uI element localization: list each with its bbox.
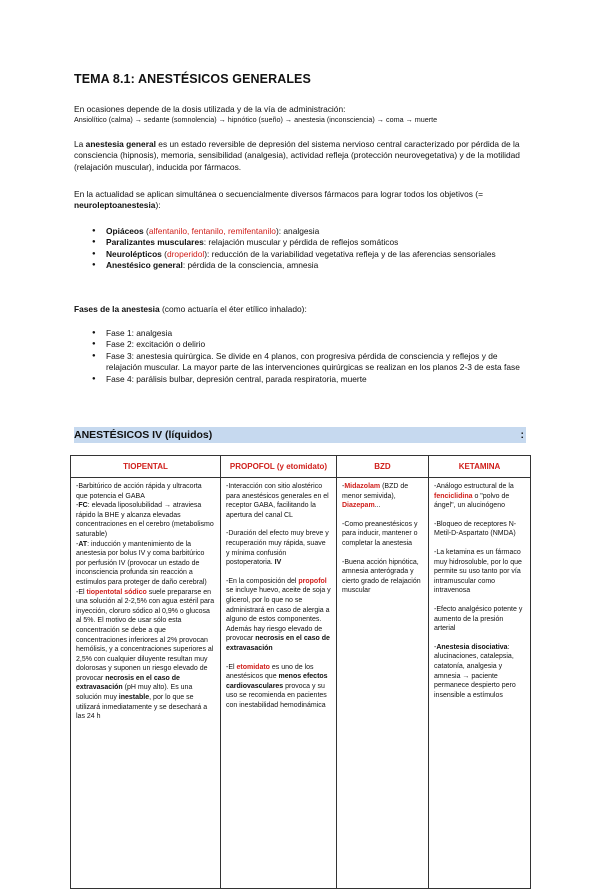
bold-text: inestable: [118, 694, 150, 702]
definition-paragraph: [74, 139, 534, 173]
section-title: ANESTÉSICOS IV (líquidos): [74, 429, 213, 441]
cell-paragraph: [226, 529, 331, 567]
cell-paragraph: -Efecto analgésico potente y aumento de la presión arterial: [434, 605, 523, 633]
text: -: [434, 643, 437, 651]
text: (BZD de menor semivida),: [342, 483, 409, 500]
text: : inducción y mantenimiento de la anestesia por bolus IV y coma barbitúrico por perfusión IV (provocar un estado de inconsciencia profunda sin reacción a estímulos para proteger de daño cerebral): [76, 540, 207, 586]
text: provoca y su uso se recomienda en pacientes con inestabilidad hemodinámica: [226, 682, 327, 709]
phase-list: [92, 328, 532, 385]
cell-paragraph: -La ketamina es un fármaco muy hidrosoluble, por lo que permite su uso tanto por vía intramuscular como intravenosa: [434, 548, 522, 595]
phases-title-suffix: (como actuaría el éter etílico inhalado):: [159, 304, 307, 314]
drug-name: propofol: [298, 577, 327, 585]
text: -: [76, 540, 79, 548]
cell-paragraph: -Bloqueo de receptores N-Metil-D-Aspartato (NMDA): [434, 520, 517, 538]
item-text: ): analgesia: [275, 226, 320, 236]
text: -: [76, 502, 79, 510]
bzd-cell: [337, 478, 429, 889]
cell-paragraph: [434, 482, 525, 511]
list-item: ● Fase 4: parálisis bulbar, depresión central, parada respiratoria, muerte: [92, 374, 532, 385]
list-item: [92, 260, 532, 271]
bold-text: IV: [274, 559, 282, 567]
text: -: [342, 483, 345, 490]
cell-paragraph: [76, 540, 215, 588]
cell-paragraph: -Interacción con sitio alostérico para anestésicos generales en el receptor GABA, facilitando la apertura del canal CL: [226, 483, 329, 519]
drug-name: etomidato: [236, 663, 270, 671]
list-item: [92, 249, 532, 260]
list-item: ● Fase 2: excitación o delirio: [92, 339, 532, 350]
intro-paragraph: [74, 104, 534, 125]
bold-text: necrosis en el caso de extravasación: [226, 635, 330, 652]
column-header: KETAMINA: [429, 456, 531, 478]
cell-paragraph: -Barbitúrico de acción rápida y ultracorta que potencia el GABA: [76, 483, 202, 500]
drug-name: fenciclidina: [434, 492, 473, 500]
bold-text: Anestesia disociativa: [436, 643, 508, 651]
table-header-row: [71, 456, 531, 478]
neuroleptoanesthesia-paragraph: [74, 189, 534, 212]
text: -En la composición del: [226, 577, 299, 585]
text: -El: [226, 663, 237, 671]
list-item: [92, 237, 532, 248]
drug-name: tiopentotal sódico: [86, 588, 147, 596]
drug-names: alfentanilo, fentanilo, remifentanilo: [148, 226, 276, 236]
phases-title: Fases de la anestesia: [74, 304, 160, 314]
item-label: Anestésico general: [106, 260, 183, 271]
combo-text: En la actualidad se aplican simultánea o secuencialmente diversos fármacos para lograr todos los objetivos (=: [74, 189, 483, 199]
sedation-scale-line: Ansiolítico (calma) → sedante (somnolencia) → hipnótico (sueño) → anestesia (inconsciencia) → coma → muerte: [74, 115, 438, 125]
item-text: (: [161, 248, 167, 259]
bold-text: FC: [78, 502, 88, 510]
list-item: ● Fase 3: anestesia quirúrgica. Se divide en 4 planos, con progresiva pérdida de consciencia y reflejos y de relajación muscular. La mayor parte de las intervenciones quirúrgicas se realizan en los planos 2-3 de esta fase: [92, 351, 532, 374]
ketamina-cell: [429, 478, 531, 889]
cell-paragraph: [434, 643, 525, 701]
propofol-cell: [221, 478, 337, 889]
bold-text: necrosis en el caso de extravasación: [76, 674, 180, 692]
item-label: Neurolépticos: [106, 248, 162, 259]
list-item: ● Fase 1: analgesia: [92, 328, 532, 339]
text: -Análogo estructural de la: [434, 483, 514, 490]
item-label: Opiáceos: [106, 226, 144, 236]
cell-paragraph: [226, 663, 331, 711]
item-text: : pérdida de la consciencia, amnesia: [182, 260, 319, 271]
intro-line: En ocasiones depende de la dosis utilizada y de la vía de administración:: [74, 104, 346, 114]
section-trailing: :: [520, 429, 524, 441]
list-item: [92, 226, 532, 237]
cell-paragraph: [226, 577, 331, 654]
section-heading: [74, 427, 526, 443]
text: suele prepararse en una solución al 2-2,5% con agua estéril para inyección, cloruro sódico al 0,9% o glucosa al 5%. El motivo de usar sólo esta concentración se debe a que concentraciones inferiores al 2% provocan hemólisis, y a concentraciones superiores al 2,5% con cualquier diluyente resultan muy dolorosas y suponen un riesgo elevado de provocar: [76, 588, 215, 682]
text: : elevada liposolubilidad → atraviesa rápido la BHE y alcanza elevadas concentraciones en el cerebro (metabolismo saturable): [76, 502, 214, 538]
text: o "polvo de ángel", un alucinógeno: [434, 492, 510, 510]
item-text: ): reducción de la variabilidad vegetativa refleja y de las aferencias sensoriales: [204, 248, 496, 259]
cell-paragraph: -Buena acción hipnótica, amnesia anterógrada y cierto grado de relajación muscular: [342, 558, 421, 595]
text: (pH muy alto). Es una solución muy: [76, 684, 193, 702]
definition-text: La: [74, 139, 86, 149]
cell-paragraph: [342, 482, 423, 511]
cell-paragraph: [76, 501, 215, 539]
text: -Duración del efecto muy breve y recuperación muy rápida, suave y mínima confusión postoperatoria.: [226, 530, 329, 567]
bold-text: AT: [78, 540, 88, 548]
cell-paragraph: -Como preanestésicos y para inducir, mantener o completar la anestesia: [342, 520, 418, 547]
drug-names: droperidol: [166, 248, 205, 259]
item-text: : relajación muscular y pérdida de reflejos somáticos: [203, 237, 399, 248]
tiopental-cell: [71, 478, 221, 889]
page-title: TEMA 8.1: ANESTÉSICOS GENERALES: [74, 72, 311, 86]
column-header: BZD: [337, 456, 429, 478]
cell-paragraph: [76, 588, 215, 722]
column-header: TIOPENTAL: [71, 456, 221, 478]
phases-heading: [74, 304, 534, 315]
drug-name: Diazepam: [342, 502, 375, 510]
text: , por lo que se utilizará inmediatamente y se desechará a las 24 h: [76, 694, 208, 721]
definition-term: anestesia general: [85, 139, 156, 149]
text: es uno de los anestésicos que: [226, 663, 314, 681]
definition-text: es un estado reversible de depresión del sistema nervioso central caracterizado por pérdida de la consciencia (hipnosis), memoria, sensibilidad (analgesia), actividad refleja (protección neurovegetativa) y de la motilidad (relajación muscular), inducida por fármacos.: [74, 139, 520, 172]
text: ...: [374, 502, 381, 510]
drug-name: Midazolam: [344, 483, 381, 490]
text: -El: [76, 588, 87, 596]
table-row: [71, 478, 531, 889]
item-text: (: [143, 226, 149, 236]
item-label: Paralizantes musculares: [106, 237, 204, 248]
column-header: PROPOFOL (y etomidato): [221, 456, 337, 478]
drug-group-list: [92, 226, 532, 272]
bold-text: menos efectos cardiovasculares: [226, 673, 328, 690]
combo-text: ):: [155, 200, 161, 211]
drug-table: [70, 455, 531, 889]
combo-term: neuroleptoanestesia: [74, 200, 156, 211]
text: : alucinaciones, catalepsia, catatonía, analgesia y amnesia → paciente permanece despierto pero insensible a estímulos: [434, 643, 516, 699]
text: se incluye huevo, aceite de soja y glicerol, por lo que no se administrará en caso de alergia a alguno de estos componentes. Además hay riesgo elevado de provocar: [226, 587, 331, 643]
